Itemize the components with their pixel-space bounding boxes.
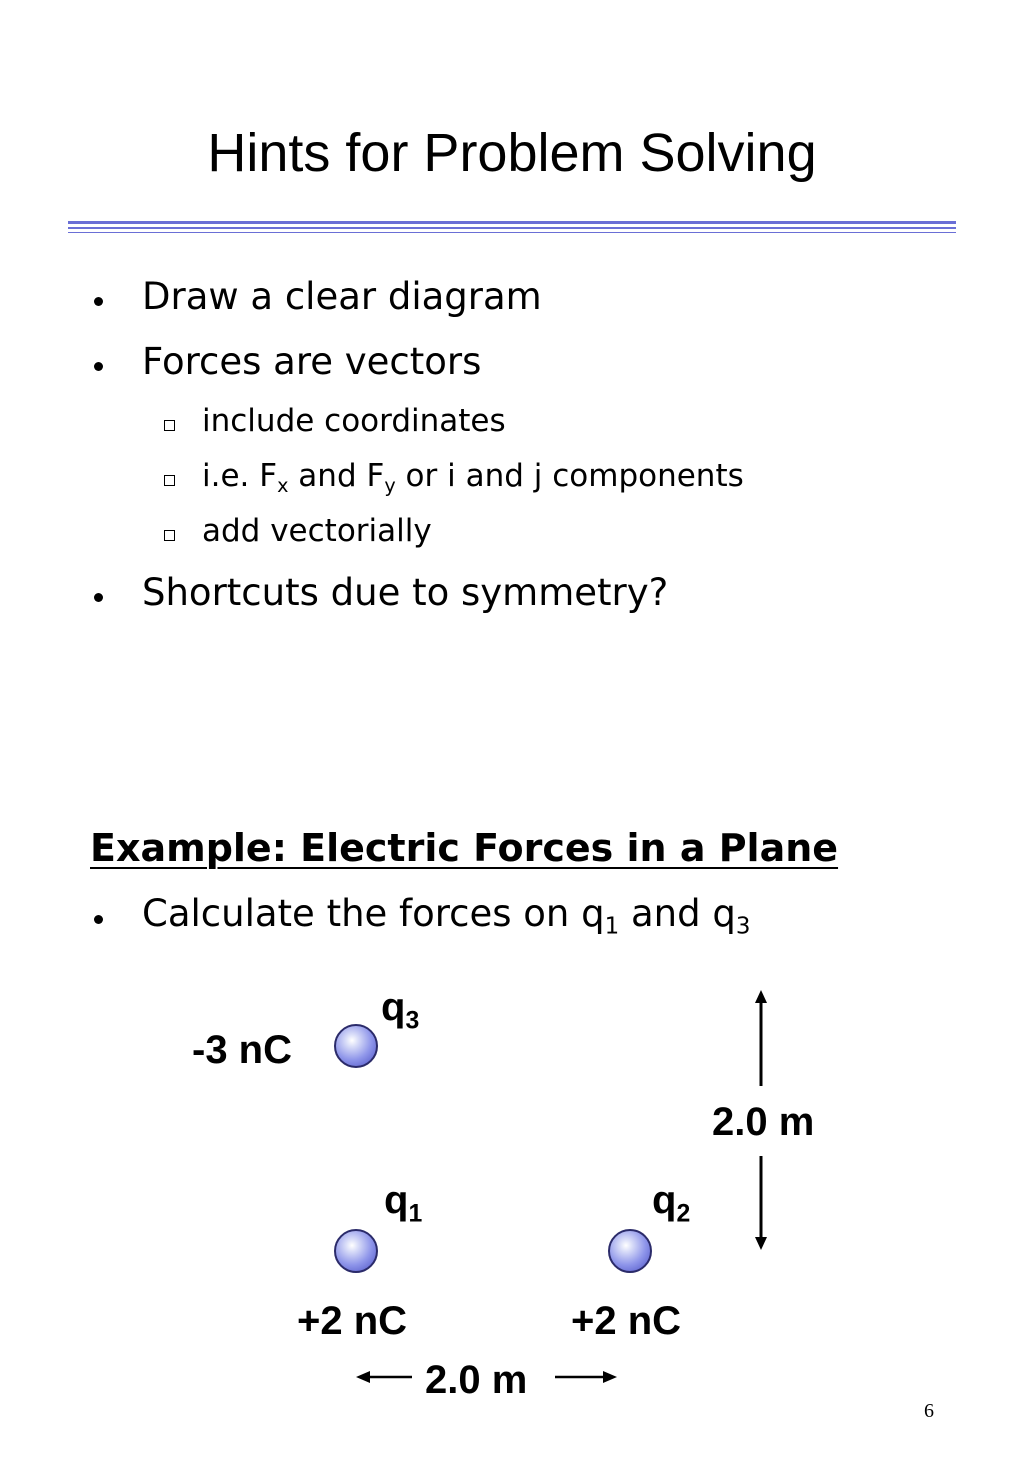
arrow-down-icon [755, 1237, 767, 1250]
arrow-left-icon [356, 1371, 370, 1383]
q3-charge-value: -3 nC [192, 1028, 292, 1072]
title-rule [68, 232, 956, 233]
bullet-dot-icon [94, 297, 103, 306]
bullet-forces: Forces are vectors [142, 340, 482, 383]
bullet-draw: Draw a clear diagram [142, 275, 542, 318]
page-number: 6 [924, 1400, 934, 1422]
subscript: y [384, 474, 396, 498]
text-segment: and q [619, 892, 736, 935]
bullet-calculate [142, 890, 750, 938]
arrow-up-icon [755, 990, 767, 1003]
sub-bullet-square-icon [164, 530, 175, 541]
q1-label-base: q [384, 1178, 409, 1222]
q1-label [384, 1177, 423, 1228]
subscript: 3 [735, 913, 751, 940]
q2-charge-value: +2 nC [571, 1299, 682, 1343]
q1-charge-value: +2 nC [297, 1299, 408, 1343]
q2-label [652, 1177, 691, 1228]
sub-bullet-square-icon [164, 420, 175, 431]
q1-label-sub: 1 [408, 1200, 423, 1228]
q3-label [381, 984, 420, 1035]
sub-bullet-include: include coordinates [202, 403, 506, 439]
horizontal-distance-label: 2.0 m [425, 1358, 528, 1402]
text-segment: and F [288, 458, 385, 494]
q3-charge-sphere-icon [334, 1024, 378, 1068]
sub-bullet-add: add vectorially [202, 513, 432, 549]
example-heading: Example: Electric Forces in a Plane [90, 826, 839, 870]
text-segment: Calculate the forces on q [142, 892, 605, 935]
sub-bullet-square-icon [164, 475, 175, 486]
title-rule [68, 221, 956, 224]
bullet-shortcuts: Shortcuts due to symmetry? [142, 571, 669, 614]
q1-charge-sphere-icon [334, 1229, 378, 1273]
text-segment: i.e. F [202, 458, 278, 494]
q3-label-base: q [381, 985, 406, 1029]
bullet-dot-icon [94, 362, 103, 371]
arrow-right-icon [603, 1371, 617, 1383]
q3-label-sub: 3 [405, 1007, 420, 1035]
q2-charge-sphere-icon [608, 1229, 652, 1273]
bullet-dot-icon [94, 593, 103, 602]
q2-label-base: q [652, 1178, 677, 1222]
subscript: x [277, 474, 289, 498]
subscript: 1 [604, 913, 620, 940]
vertical-distance-label: 2.0 m [712, 1100, 815, 1144]
bullet-dot-icon [94, 915, 103, 924]
q2-label-sub: 2 [676, 1200, 691, 1228]
sub-bullet-components [202, 456, 744, 496]
title-rule [68, 227, 956, 229]
text-segment: or i and j components [395, 458, 744, 494]
slide-title: Hints for Problem Solving [207, 123, 817, 183]
